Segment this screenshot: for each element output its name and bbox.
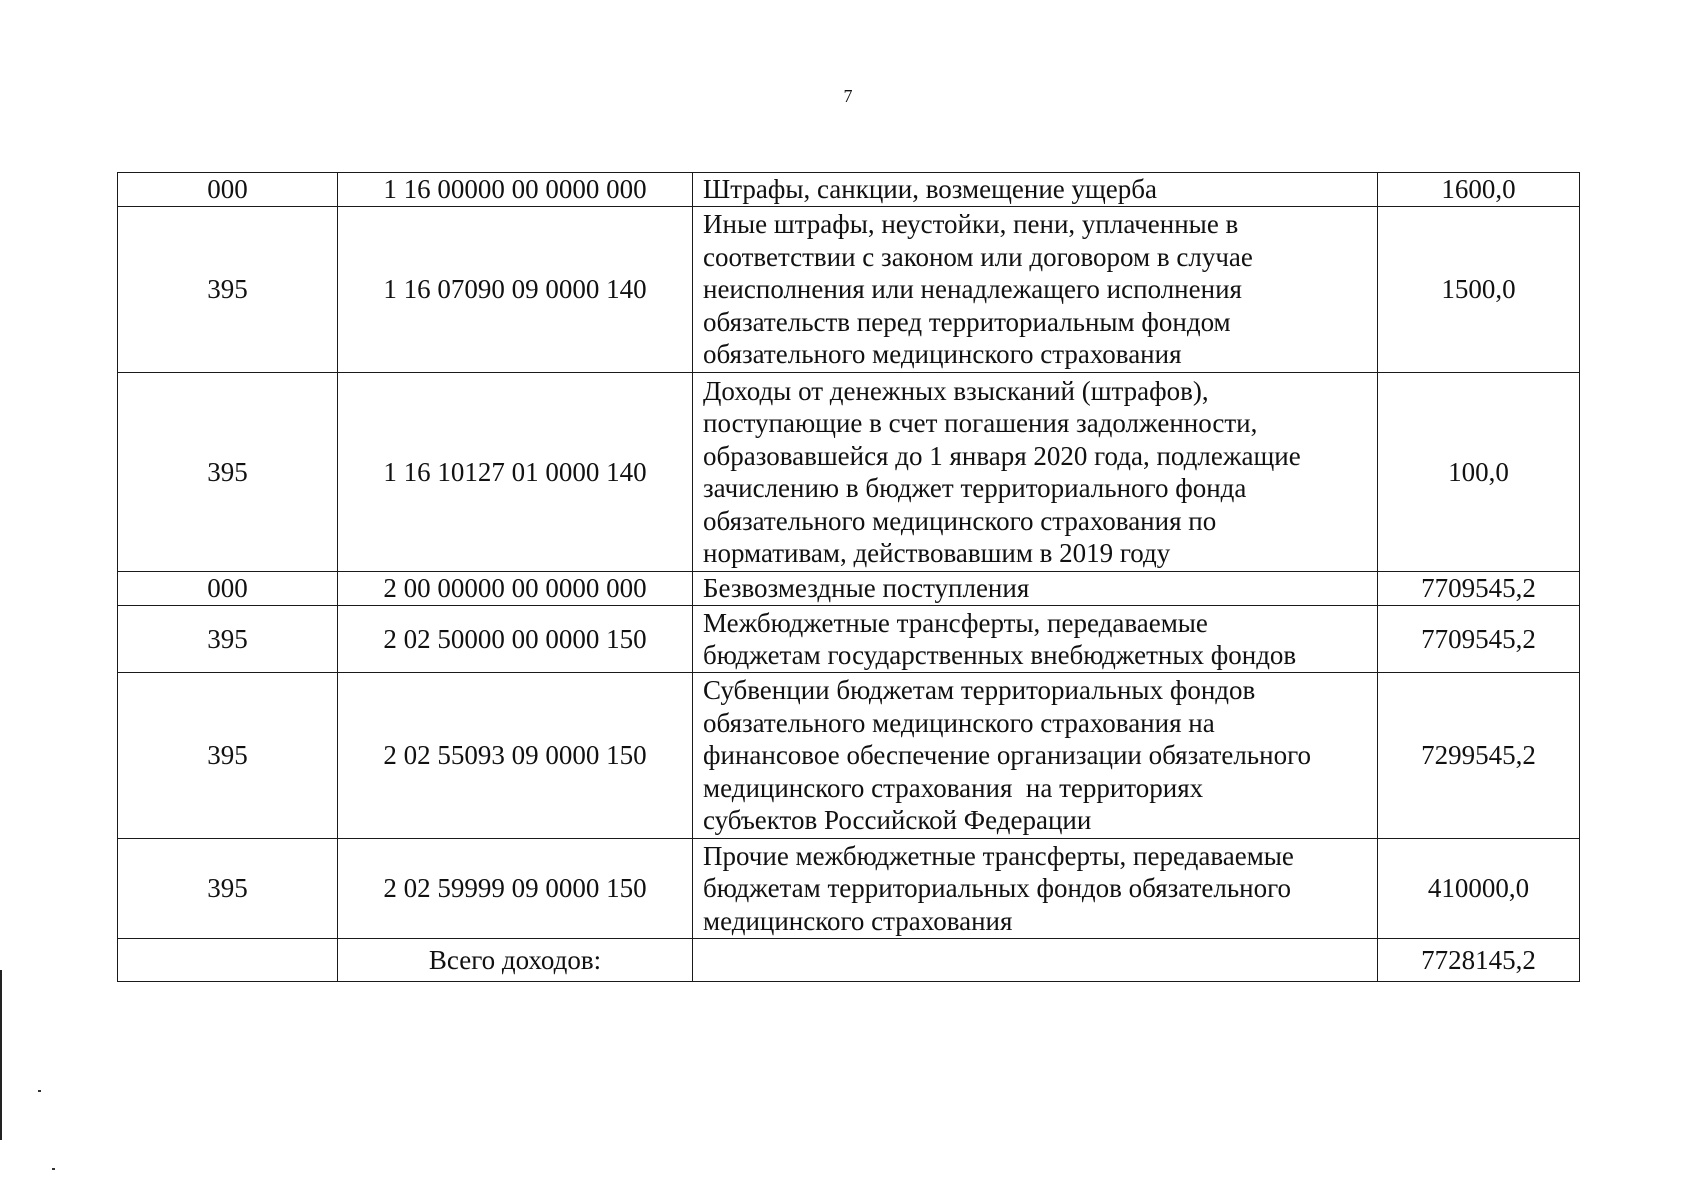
revenue-name-line: медицинского страхования на территориях [703,772,1204,803]
revenue-name-line: поступающие в счет погашения задолженности, [703,408,1258,438]
revenue-table [117,172,1580,982]
revenue-name-line: обязательного медицинского страхования [703,339,1182,370]
total-row [118,939,1580,982]
table-row [118,207,1580,373]
budget-code-cell: 2 02 59999 09 0000 150 [338,839,693,939]
amount-cell: 410000,0 [1378,839,1580,939]
revenue-name-line: образовавшейся до 1 января 2020 года, подлежащие [703,440,1301,471]
revenue-name-line: Межбюджетные трансферты, передаваемые [703,607,1208,638]
table-row [118,606,1580,673]
scan-margin-line [0,970,2,1140]
revenue-name-cell [693,673,1378,839]
scan-speck [38,1090,41,1092]
revenue-name-line: Безвозмездные поступления [703,573,1030,604]
scan-speck [52,1168,55,1170]
revenue-name-cell [693,173,1378,207]
admin-code-cell: 395 [118,373,338,572]
amount-cell: 1500,0 [1378,207,1580,373]
admin-code-cell: 395 [118,673,338,839]
revenue-name-line: субъектов Российской Федерации [703,805,1092,836]
revenue-name-line: неисполнения или ненадлежащего исполнения [703,274,1242,305]
revenue-name-line: Штрафы, санкции, возмещение ущерба [703,174,1158,205]
amount-cell: 7709545,2 [1378,572,1580,606]
revenue-name-line: Иные штрафы, неустойки, пени, уплаченные в [703,209,1239,240]
total-admin-cell [118,939,338,982]
page-number: 7 [843,86,854,106]
admin-code-cell: 000 [118,173,338,207]
revenue-name-line: Доходы от денежных взысканий (штрафов), [703,375,1209,406]
total-amount: 7728145,2 [1378,939,1580,982]
admin-code-cell: 395 [118,207,338,373]
budget-code-cell: 1 16 00000 00 0000 000 [338,173,693,207]
amount-cell: 100,0 [1378,373,1580,572]
revenue-name-cell [693,839,1378,939]
revenue-name-cell [693,572,1378,606]
budget-code-cell: 1 16 10127 01 0000 140 [338,373,693,572]
revenue-name-line: нормативам, действовавшим в 2019 году [703,538,1171,568]
revenue-table-body [118,173,1580,982]
revenue-name-line: обязательного медицинского страхования на [703,707,1215,738]
total-name-cell [693,939,1378,982]
budget-code-cell: 2 02 55093 09 0000 150 [338,673,693,839]
table-row [118,373,1580,572]
amount-cell: 1600,0 [1378,173,1580,207]
budget-code-cell: 2 02 50000 00 0000 150 [338,606,693,673]
budget-code-cell: 2 00 00000 00 0000 000 [338,572,693,606]
amount-cell: 7299545,2 [1378,673,1580,839]
table-row [118,173,1580,207]
revenue-name-line: бюджетам территориальных фондов обязательного [703,873,1292,904]
table-row [118,673,1580,839]
total-label: Всего доходов: [338,939,693,982]
revenue-name-line: зачислению в бюджет территориального фонда [703,473,1247,503]
revenue-name-line: обязательного медицинского страхования по [703,505,1217,536]
admin-code-cell: 000 [118,572,338,606]
revenue-name-line: финансовое обеспечение организации обязательного [703,740,1311,771]
revenue-name-line: медицинского страхования [703,905,1013,936]
amount-cell: 7709545,2 [1378,606,1580,673]
revenue-name-line: бюджетам государственных внебюджетных фондов [703,640,1297,670]
table-row [118,839,1580,939]
revenue-name-cell [693,207,1378,373]
admin-code-cell: 395 [118,839,338,939]
revenue-name-cell [693,373,1378,572]
revenue-name-line: обязательств перед территориальным фондом [703,306,1231,337]
revenue-name-line: Прочие межбюджетные трансферты, передаваемые [703,840,1294,871]
admin-code-cell: 395 [118,606,338,673]
table-row [118,572,1580,606]
revenue-name-line: Субвенции бюджетам территориальных фондов [703,675,1256,706]
revenue-name-cell [693,606,1378,673]
revenue-name-line: соответствии с законом или договором в случае [703,241,1253,272]
budget-code-cell: 1 16 07090 09 0000 140 [338,207,693,373]
